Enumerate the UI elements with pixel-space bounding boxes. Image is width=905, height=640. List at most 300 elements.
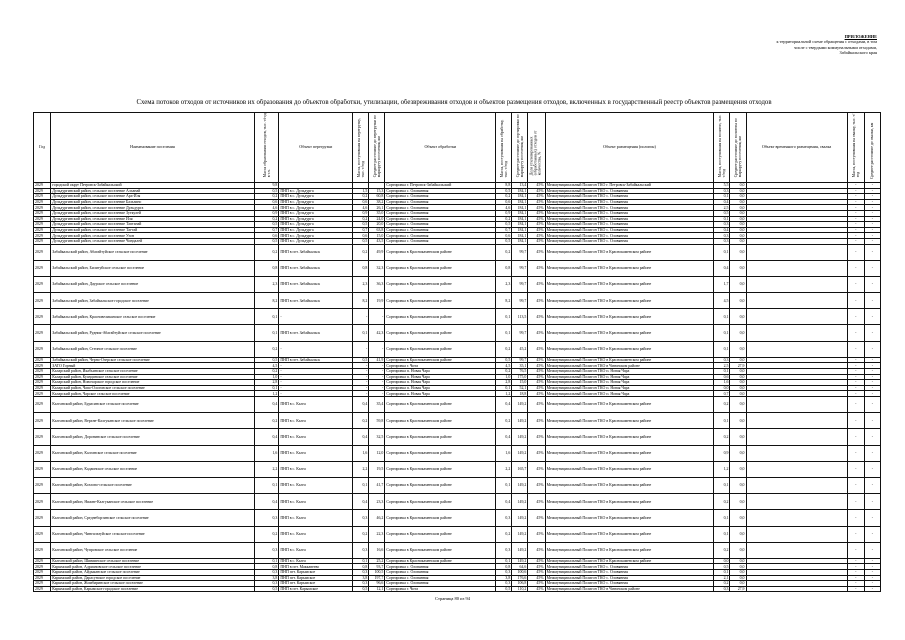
cell-avg-dist-temp: - [864,260,880,276]
cell-avg-dist-transfer: 100,5 [369,570,385,576]
cell-mass-formed: 8,2 [254,293,279,309]
cell-year: 2029 [34,564,51,570]
cell-transfer-object: ПНП в с. Калга [279,397,353,413]
cell-utilized-share: 45% [528,558,545,564]
cell-processing-object: Сортировка в Краснокаменском районе [385,341,496,357]
cell-mass-to-temp: - [847,542,864,558]
cell-avg-dist-processing: 52,1 [512,385,528,391]
cell-mass-to-processing: 0,3 [496,570,512,576]
cell-avg-dist-processing: 99,7 [512,260,528,276]
cell-mass-to-disposal: 0,1 [714,244,730,260]
cell-transfer-object: ПНП в с. Дульдурга [279,205,353,211]
table-row [34,244,881,260]
cell-avg-dist-transfer: 46,2 [369,510,385,526]
cell-temp-storage [746,494,847,510]
cell-processing-object: Сортировка в Краснокаменском районе [385,413,496,429]
cell-disposal-object: Межмуниципальный Полигон ТКО п. Новая Чара [545,369,714,375]
cell-avg-dist-disposal: 0,0 [730,380,746,386]
cell-year: 2029 [34,194,51,200]
cell-avg-dist-temp: - [864,494,880,510]
cell-mass-formed: 0,1 [254,385,279,391]
cell-temp-storage [746,510,847,526]
cell-mass-formed: 0,5 [254,357,279,363]
cell-disposal-object: Межмуниципальный Полигон ТКО в Краснокаменском районе [545,494,714,510]
cell-mass-to-processing: 0,5 [496,222,512,228]
cell-utilized-share: 45% [528,183,545,189]
cell-avg-dist-transfer: 41,7 [369,477,385,493]
cell-avg-dist-temp: - [864,325,880,341]
cell-mass-to-disposal: 5,5 [714,183,730,189]
cell-settlement: Калганский район, Козлово-сельское поселение [51,477,254,493]
cell-utilized-share: 45% [528,477,545,493]
cell-avg-dist-processing: 184,1 [512,205,528,211]
cell-utilized-share: 45% [528,369,545,375]
cell-avg-dist-temp: - [864,564,880,570]
cell-avg-dist-disposal: 0,0 [730,542,746,558]
cell-mass-to-transfer: - [353,391,369,397]
cell-avg-dist-disposal: 0,0 [730,526,746,542]
cell-processing-object: Сортировка в Краснокаменском районе [385,477,496,493]
cell-settlement: Калганский район, Бурасинское сельское поселение [51,397,254,413]
cell-transfer-object: - [279,380,353,386]
cell-avg-dist-processing: 149,2 [512,558,528,564]
table-row [34,325,881,341]
cell-mass-to-transfer: 0,1 [353,477,369,493]
cell-year: 2029 [34,357,51,363]
cell-avg-dist-transfer: 93,7 [369,564,385,570]
cell-transfer-object: ПНП в с. Калга [279,526,353,542]
cell-avg-dist-disposal: 0,0 [730,494,746,510]
cell-avg-dist-temp: - [864,510,880,526]
cell-transfer-object: ПНП в с. Дульдурга [279,233,353,239]
cell-avg-dist-transfer: 19,9 [369,293,385,309]
cell-processing-object: Сортировка с. Оловянная [385,199,496,205]
cell-mass-to-processing: 0,4 [496,494,512,510]
cell-mass-to-disposal: 0,1 [714,477,730,493]
cell-mass-to-transfer: - [353,369,369,375]
cell-mass-to-transfer: 0,3 [353,570,369,576]
page-number: Страница 80 из 94 [435,596,470,601]
cell-disposal-object: Межмуниципальный Полигон ТКО с. Оловянная [545,210,714,216]
cell-avg-dist-transfer: 41,9 [369,357,385,363]
cell-avg-dist-processing: 13,4 [512,183,528,189]
cell-mass-to-transfer: 0,1 [353,558,369,564]
col-header-mass-to-processing [496,113,512,183]
cell-mass-to-processing: 0,3 [496,581,512,587]
cell-year: 2029 [34,363,51,369]
cell-avg-dist-transfer: 32,3 [369,260,385,276]
cell-settlement: Карымский район, Айдыканское сельское поселение [51,570,254,576]
cell-utilized-share: 45% [528,575,545,581]
cell-mass-to-processing: 2,3 [496,276,512,292]
table-header-row [34,113,881,183]
col-header-mass-to-transfer-label: Масса, поступившая на перегрузку, тыс. т/год [356,118,365,178]
cell-mass-to-transfer: 0,2 [353,413,369,429]
cell-settlement: Калганский район, Верхне-Калгуканское сельское поселение [51,413,254,429]
col-header-avg-dist-processing [512,113,528,183]
cell-avg-dist-temp: - [864,461,880,477]
cell-mass-to-temp: - [847,586,864,592]
cell-mass-to-processing: 8,2 [496,293,512,309]
cell-mass-to-transfer: 0,5 [353,586,369,592]
cell-avg-dist-disposal: 0,0 [730,309,746,325]
cell-mass-to-temp: - [847,238,864,244]
cell-mass-to-transfer: 0,4 [353,429,369,445]
cell-transfer-object: ПНП в с. Калга [279,413,353,429]
cell-mass-to-temp: - [847,276,864,292]
cell-avg-dist-transfer: 16,6 [369,542,385,558]
cell-disposal-object: Межмуниципальный Полигон ТКО в Краснокаменском районе [545,510,714,526]
cell-avg-dist-transfer: 49,9 [369,244,385,260]
cell-settlement: Дульдургинский район, сельское поселение Таптанай [51,222,254,228]
cell-mass-to-disposal: 0,1 [714,526,730,542]
col-header-mass-formed-label: Масса образования отходов, тыс. т/год в т.ч. [262,113,271,178]
cell-avg-dist-temp: - [864,194,880,200]
cell-mass-formed: 1,0 [254,374,279,380]
table-row [34,461,881,477]
col-header-disposal-object: Объект размещения (полигон) [545,113,714,183]
cell-mass-to-disposal: 0,1 [714,570,730,576]
cell-mass-to-transfer: 0,2 [353,244,369,260]
cell-settlement: Каларский район, Чарское сельское поселение [51,391,254,397]
cell-disposal-object: Межмуниципальный Полигон ТКО в Краснокаменском районе [545,477,714,493]
cell-avg-dist-disposal: 0,0 [730,183,746,189]
col-header-mass-to-processing-label: Масса, поступившая на обработку, тыс. т/год [499,119,508,178]
cell-year: 2029 [34,570,51,576]
cell-settlement: Карымский район, Жимбиринское сельское поселение [51,581,254,587]
cell-disposal-object: Межмуниципальный Полигон ТКО в Краснокаменском районе [545,244,714,260]
cell-avg-dist-processing: 110,2 [512,586,528,592]
cell-mass-to-temp: - [847,325,864,341]
cell-settlement: Дульдургинский район, сельское поселение Дульдурга [51,205,254,211]
cell-avg-dist-transfer: - [369,341,385,357]
cell-mass-to-processing: 0,8 [496,260,512,276]
cell-disposal-object: Межмуниципальный Полигон ТКО с. Оловянная [545,199,714,205]
cell-mass-to-transfer: 0,4 [353,397,369,413]
cell-avg-dist-temp: - [864,244,880,260]
cell-utilized-share: 45% [528,341,545,357]
cell-disposal-object: Межмуниципальный Полигон ТКО с. Оловянная [545,194,714,200]
cell-mass-to-disposal: 0,1 [714,216,730,222]
cell-transfer-object: ПНП в пгт. Маккавеево [279,564,353,570]
cell-mass-formed: 0,1 [254,477,279,493]
cell-settlement: Дульдургинский район, сельское поселение Тагтай [51,227,254,233]
cell-processing-object: Сортировка с. Оловянная [385,205,496,211]
cell-avg-dist-temp: - [864,199,880,205]
cell-transfer-object: ПНП в с. Калга [279,558,353,564]
cell-avg-dist-temp: - [864,341,880,357]
cell-settlement: Каларский район, Куандинское сельское поселение [51,374,254,380]
cell-transfer-object: ПНП в пгт. Забайкальск [279,293,353,309]
cell-utilized-share: 45% [528,461,545,477]
cell-settlement: Калганский район, Доронинское сельское поселение [51,429,254,445]
document-title: Схема потоков отходов от источников их образования до объектов обработки, утилизации, обезвреживания отходов и объектов размещения отходов, включенных в государственный реестр объектов размещения отходов [136,99,772,106]
cell-avg-dist-temp: - [864,227,880,233]
cell-avg-dist-temp: - [864,357,880,363]
cell-avg-dist-transfer: 197,7 [369,575,385,581]
cell-utilized-share: 45% [528,494,545,510]
cell-utilized-share: 45% [528,397,545,413]
cell-utilized-share: 45% [528,542,545,558]
cell-mass-to-temp: - [847,445,864,461]
cell-settlement: Карымский район, Дарасунское городское поселение [51,575,254,581]
cell-avg-dist-processing: 45,2 [512,341,528,357]
cell-mass-to-processing: 0,8 [496,564,512,570]
cell-utilized-share: 45% [528,581,545,587]
cell-avg-dist-processing: 149,2 [512,445,528,461]
cell-transfer-object: ПНП в пгт. Забайкальск [279,244,353,260]
cell-transfer-object: ПНП пгт. Карымское [279,570,353,576]
cell-avg-dist-disposal: 0,0 [730,205,746,211]
cell-avg-dist-disposal: 27,9 [730,363,746,369]
cell-avg-dist-transfer: - [369,391,385,397]
cell-year: 2029 [34,309,51,325]
cell-avg-dist-transfer: 35,0 [369,210,385,216]
cell-mass-to-transfer: - [353,380,369,386]
cell-temp-storage [746,413,847,429]
cell-mass-to-temp: - [847,227,864,233]
cell-mass-to-transfer: 0,3 [353,542,369,558]
cell-year: 2029 [34,510,51,526]
cell-settlement: Забайкальский район, Даурское сельское поселение [51,276,254,292]
cell-mass-to-processing: 0,2 [496,341,512,357]
cell-mass-to-disposal: 0,2 [714,542,730,558]
cell-mass-to-temp: - [847,575,864,581]
cell-mass-to-processing: 0,5 [496,586,512,592]
cell-avg-dist-processing: 184,1 [512,188,528,194]
cell-avg-dist-disposal: 0,0 [730,222,746,228]
cell-mass-to-disposal: 0,1 [714,309,730,325]
cell-avg-dist-processing: 99,7 [512,276,528,292]
cell-year: 2029 [34,188,51,194]
cell-transfer-object: ПНП в пгт. Карымское [279,586,353,592]
cell-utilized-share: 45% [528,194,545,200]
cell-disposal-object: Межмуниципальный Полигон ТКО в Краснокаменском районе [545,413,714,429]
cell-mass-to-disposal: 0,3 [714,188,730,194]
col-header-mass-to-temp-label: Масса, поступившая на свалку, тыс. т/год [851,113,860,178]
cell-transfer-object: - [279,391,353,397]
cell-avg-dist-processing: 76,5 [512,369,528,375]
cell-year: 2029 [34,369,51,375]
cell-avg-dist-disposal: 0,0 [730,570,746,576]
cell-transfer-object: ПНП в с. Калга [279,477,353,493]
cell-settlement: Забайкальский район, Забайкальское городское поселение [51,293,254,309]
cell-avg-dist-transfer: 15,3 [369,188,385,194]
cell-mass-formed: 0,8 [254,564,279,570]
cell-mass-to-processing: 0,9 [496,210,512,216]
col-header-utilized-share-label: Доля утилизированных (обработанных) отходов от количества, % [530,130,543,176]
cell-avg-dist-processing: 35,1 [512,363,528,369]
cell-mass-to-processing: 0,2 [496,244,512,260]
cell-utilized-share: 45% [528,380,545,386]
table-row [34,445,881,461]
cell-year: 2029 [34,429,51,445]
cell-mass-to-temp: - [847,391,864,397]
cell-disposal-object: Межмуниципальный Полигон ТКО п. Новая Чара [545,391,714,397]
cell-avg-dist-temp: - [864,293,880,309]
cell-mass-to-transfer: 0,2 [353,526,369,542]
cell-disposal-object: Межмуниципальный Полигон ТКО с. Оловянная [545,227,714,233]
cell-avg-dist-processing: 184,1 [512,227,528,233]
cell-avg-dist-processing: 149,2 [512,526,528,542]
col-header-settlement: Наименование поселения [51,113,254,183]
table-row [34,510,881,526]
cell-disposal-object: Межмуниципальный Полигон ТКО в Краснокаменском районе [545,542,714,558]
cell-mass-to-disposal: 1,2 [714,461,730,477]
cell-utilized-share: 45% [528,199,545,205]
col-header-mass-formed [254,113,279,183]
cell-processing-object: Сортировка с. Оловянная [385,210,496,216]
cell-avg-dist-transfer: 35,4 [369,397,385,413]
cell-avg-dist-processing: 149,2 [512,542,528,558]
cell-transfer-object: ПНП в с. Калга [279,429,353,445]
cell-mass-to-disposal: 0,5 [714,564,730,570]
cell-avg-dist-disposal: 0,0 [730,558,746,564]
cell-year: 2029 [34,216,51,222]
cell-disposal-object: Межмуниципальный Полигон ТКО п. Новая Чара [545,374,714,380]
cell-disposal-object: Межмуниципальный Полигон ТКО с. Оловянная [545,222,714,228]
cell-mass-to-transfer: 0,5 [353,357,369,363]
cell-avg-dist-processing: 149,2 [512,477,528,493]
cell-mass-to-transfer: 1,5 [353,188,369,194]
cell-avg-dist-transfer: - [369,385,385,391]
cell-transfer-object: ПНП в с. Дульдурга [279,194,353,200]
cell-disposal-object: Межмуниципальный Полигон ТКО с. Оловянная [545,238,714,244]
cell-temp-storage [746,276,847,292]
cell-mass-to-transfer: - [353,363,369,369]
cell-mass-to-temp: - [847,194,864,200]
cell-avg-dist-disposal: 0,0 [730,510,746,526]
cell-avg-dist-disposal: 0,0 [730,216,746,222]
cell-avg-dist-disposal: 0,0 [730,325,746,341]
cell-mass-to-disposal: 0,1 [714,369,730,375]
cell-mass-to-transfer: 1,6 [353,445,369,461]
cell-mass-to-temp: - [847,222,864,228]
cell-processing-object: Сортировка п. Новая Чара [385,374,496,380]
cell-mass-formed: 0,3 [254,581,279,587]
cell-temp-storage [746,542,847,558]
cell-avg-dist-disposal: 0,0 [730,260,746,276]
cell-avg-dist-transfer: 59,8 [369,413,385,429]
cell-transfer-object: - [279,309,353,325]
cell-mass-to-disposal: 0,1 [714,341,730,357]
cell-avg-dist-temp: - [864,542,880,558]
cell-transfer-object: ПНП в с. Дульдурга [279,216,353,222]
cell-mass-to-temp: - [847,233,864,239]
cell-temp-storage [746,244,847,260]
appendix-heading: ПРИЛОЖЕНИЕ [844,34,877,39]
cell-mass-to-processing: 0,6 [496,199,512,205]
cell-disposal-object: Межмуниципальный Полигон ТКО в Краснокаменском районе [545,526,714,542]
cell-mass-to-processing: 0,2 [496,369,512,375]
cell-year: 2029 [34,461,51,477]
cell-utilized-share: 45% [528,309,545,325]
cell-settlement: Дульдургинский район, сельское поселение Чиндалей [51,238,254,244]
cell-avg-dist-transfer: 20,0 [369,222,385,228]
cell-year: 2029 [34,494,51,510]
table-row [34,276,881,292]
col-header-transfer-object: Объект перегрузки [279,113,353,183]
cell-avg-dist-disposal: 0,0 [730,357,746,363]
cell-disposal-object: Межмуниципальный Полигон ТКО с. Оловянная [545,188,714,194]
table-row [34,429,881,445]
cell-processing-object: Сортировка с. Оловянная [385,222,496,228]
cell-avg-dist-disposal: 0,0 [730,244,746,260]
cell-year: 2029 [34,183,51,189]
cell-mass-to-processing: 0,3 [496,542,512,558]
cell-avg-dist-temp: - [864,586,880,592]
cell-mass-to-transfer: - [353,309,369,325]
cell-year: 2029 [34,374,51,380]
cell-avg-dist-temp: - [864,369,880,375]
cell-transfer-object: ПНП в с. Калга [279,461,353,477]
cell-mass-to-temp: - [847,494,864,510]
cell-mass-to-temp: - [847,526,864,542]
cell-utilized-share: 45% [528,210,545,216]
cell-mass-to-disposal: 0,4 [714,227,730,233]
cell-avg-dist-transfer: 23,3 [369,494,385,510]
table-row [34,413,881,429]
cell-utilized-share: 45% [528,222,545,228]
cell-avg-dist-processing: 149,2 [512,413,528,429]
cell-transfer-object: ПНП в с. Дульдурга [279,199,353,205]
cell-utilized-share: 45% [528,391,545,397]
cell-avg-dist-transfer: 38,2 [369,199,385,205]
cell-avg-dist-temp: - [864,309,880,325]
cell-temp-storage [746,461,847,477]
cell-settlement: Каларский район, Икабьинское сельское поселение [51,369,254,375]
cell-mass-to-processing: 4,6 [496,205,512,211]
cell-disposal-object: Межмуниципальный Полигон ТКО с. Оловянная [545,581,714,587]
cell-disposal-object: Межмуниципальный Полигон ТКО с. Оловянная [545,233,714,239]
cell-avg-dist-temp: - [864,397,880,413]
cell-disposal-object: Межмуниципальный Полигон ТКО в Краснокаменском районе [545,558,714,564]
cell-disposal-object: Межмуниципальный Полигон ТКО в Краснокаменском районе [545,357,714,363]
cell-mass-to-temp: - [847,477,864,493]
cell-mass-to-disposal: 0,2 [714,397,730,413]
cell-avg-dist-transfer: - [369,369,385,375]
cell-disposal-object: Межмуниципальный Полигон ТКО в Краснокаменском районе [545,461,714,477]
table-body [34,183,881,592]
cell-settlement: Калганский район, Чупровское сельское поселение [51,542,254,558]
cell-disposal-object: Межмуниципальный Полигон ТКО в Краснокаменском районе [545,429,714,445]
cell-settlement: Калганский район, Калганское сельское поселение [51,445,254,461]
cell-mass-formed: 2,2 [254,461,279,477]
cell-settlement: городской округ Петровск-Забайкальский [51,183,254,189]
cell-mass-to-transfer: 3,8 [353,575,369,581]
cell-avg-dist-temp: - [864,188,880,194]
cell-avg-dist-transfer: 60,8 [369,194,385,200]
cell-mass-to-transfer: 0,1 [353,325,369,341]
cell-mass-to-temp: - [847,570,864,576]
cell-mass-formed: 4,5 [254,363,279,369]
cell-mass-to-processing: 0,2 [496,413,512,429]
cell-year: 2029 [34,233,51,239]
cell-avg-dist-processing: 15,0 [512,380,528,386]
cell-mass-to-processing: 0,2 [496,194,512,200]
cell-mass-to-disposal: 0,9 [714,445,730,461]
cell-mass-to-transfer: 0,3 [353,581,369,587]
cell-mass-to-temp: - [847,205,864,211]
cell-mass-formed: 0,3 [254,570,279,576]
cell-mass-formed: 0,7 [254,227,279,233]
cell-temp-storage [746,260,847,276]
cell-utilized-share: 45% [528,429,545,445]
col-header-mass-to-disposal-label: Масса, поступившая на полигон, тыс. т/год [717,114,726,178]
cell-settlement: Дульдургинский район, сельское поселение Узон [51,233,254,239]
cell-temp-storage [746,341,847,357]
cell-year: 2029 [34,391,51,397]
